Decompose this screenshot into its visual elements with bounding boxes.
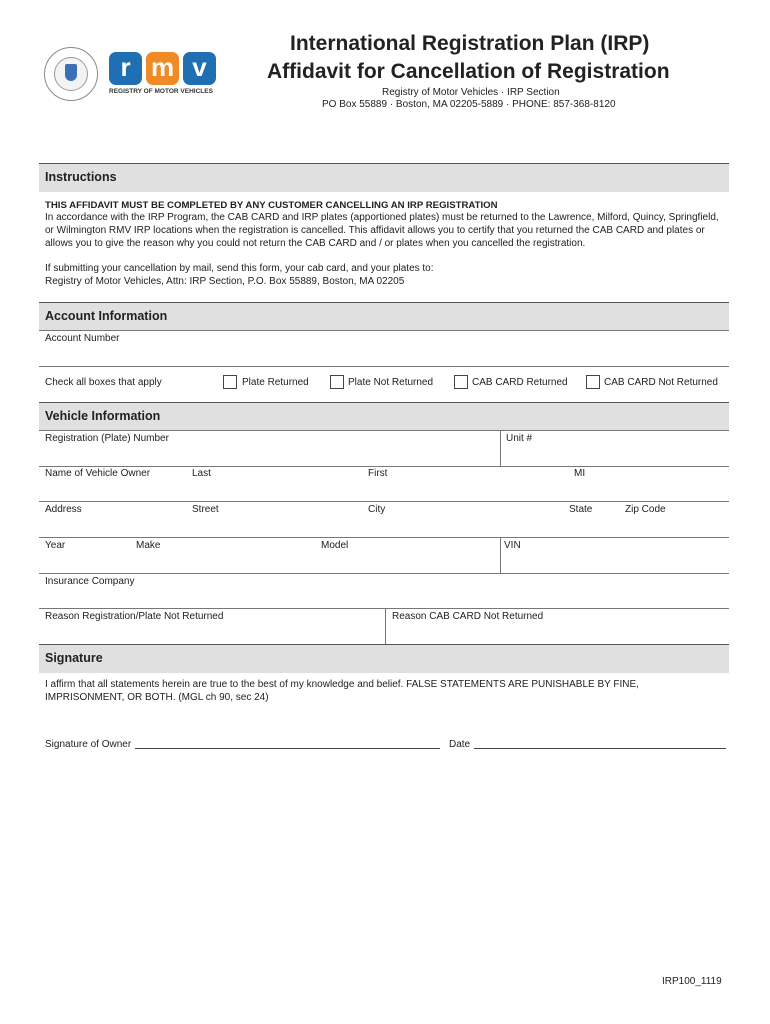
account-divider-top xyxy=(39,330,729,331)
account-divider-mid xyxy=(39,366,729,367)
cab-card-returned-label: CAB CARD Returned xyxy=(472,377,568,388)
vin-divider xyxy=(500,537,501,573)
date-label: Date xyxy=(449,739,471,750)
title-line-1: International Registration Plan (IRP) xyxy=(290,32,650,55)
title-line-2: Affidavit for Cancellation of Registration xyxy=(267,60,670,83)
form-id: IRP100_1119 xyxy=(662,976,722,987)
street-field[interactable]: Street xyxy=(192,504,219,515)
vehicle-divider-6 xyxy=(39,608,729,609)
owner-mi-field[interactable]: MI xyxy=(574,468,586,479)
rmv-logo-v: v xyxy=(183,52,216,85)
model-field[interactable]: Model xyxy=(321,540,349,551)
seal-shield-icon xyxy=(65,64,77,81)
instructions-bold-line: THIS AFFIDAVIT MUST BE COMPLETED BY ANY CUSTOMER CANCELLING AN IRP REGISTRATION xyxy=(45,200,498,211)
vehicle-section-header xyxy=(39,402,729,431)
cab-card-not-returned-label: CAB CARD Not Returned xyxy=(604,377,718,388)
instructions-line-3: allows you to give the reason why you could not return the CAB CARD and / or plates when you cancelled the registration. xyxy=(45,238,586,249)
plate-returned-checkbox[interactable] xyxy=(223,375,237,389)
plate-not-returned-checkbox[interactable] xyxy=(330,375,344,389)
unit-number-field[interactable]: Unit # xyxy=(506,433,533,444)
reason-plate-not-returned-field[interactable]: Reason Registration/Plate Not Returned xyxy=(45,611,224,622)
account-section-header xyxy=(39,302,729,331)
state-field[interactable]: State xyxy=(569,504,593,515)
header-sub-line-2: PO Box 55889 · Boston, MA 02205-5889 · PHONE: 857-368-8120 xyxy=(322,99,616,110)
year-field[interactable]: Year xyxy=(45,540,66,551)
vehicle-divider-4 xyxy=(39,537,729,538)
check-all-label: Check all boxes that apply xyxy=(45,377,162,388)
make-field[interactable]: Make xyxy=(136,540,161,551)
instructions-line-1: In accordance with the IRP Program, the CAB CARD and IRP plates (apportioned plates) must be returned to the Lawrence, Milford, Quincy, Springfield, xyxy=(45,212,719,223)
unit-divider xyxy=(500,430,501,466)
rmv-logo-r: r xyxy=(109,52,142,85)
affirm-line-2: IMPRISONMENT, OR BOTH. (MGL ch 90, sec 24) xyxy=(45,692,269,703)
vin-field[interactable]: VIN xyxy=(504,540,521,551)
state-seal-logo xyxy=(44,47,98,101)
cab-card-not-returned-checkbox[interactable] xyxy=(586,375,600,389)
plate-returned-label: Plate Returned xyxy=(242,377,309,388)
owner-first-field[interactable]: First xyxy=(368,468,388,479)
signature-heading: Signature xyxy=(45,651,103,665)
instructions-mail-line-2: Registry of Motor Vehicles, Attn: IRP Section, P.O. Box 55889, Boston, MA 02205 xyxy=(45,276,405,287)
signature-of-owner-label: Signature of Owner xyxy=(45,739,132,750)
plate-not-returned-label: Plate Not Returned xyxy=(348,377,434,388)
signature-of-owner-line[interactable] xyxy=(135,748,440,749)
affirm-line-1: I affirm that all statements herein are true to the best of my knowledge and belief. FALSE STATEMENTS ARE PUNISHABLE BY FINE, xyxy=(45,679,639,690)
rmv-logo-subtitle: REGISTRY OF MOTOR VEHICLES xyxy=(109,88,213,95)
registration-number-field[interactable]: Registration (Plate) Number xyxy=(45,433,169,444)
vehicle-divider-3 xyxy=(39,501,729,502)
signature-section-header xyxy=(39,644,729,673)
vehicle-heading: Vehicle Information xyxy=(45,409,161,423)
address-label: Address xyxy=(45,504,82,515)
vehicle-owner-label: Name of Vehicle Owner xyxy=(45,468,151,479)
date-line[interactable] xyxy=(474,748,726,749)
instructions-line-2: or Wilmington RMV IRP locations when the registration is cancelled. This affidavit allows you to certify that you returned the CAB CARD and plates or xyxy=(45,225,705,236)
account-number-label: Account Number xyxy=(45,333,120,344)
insurance-company-field[interactable]: Insurance Company xyxy=(45,576,135,587)
vehicle-divider-2 xyxy=(39,466,729,467)
owner-last-field[interactable]: Last xyxy=(192,468,211,479)
cab-card-returned-checkbox[interactable] xyxy=(454,375,468,389)
instructions-mail-line-1: If submitting your cancellation by mail, send this form, your cab card, and your plates to: xyxy=(45,263,434,274)
reason-divider xyxy=(385,608,386,644)
vehicle-divider-1 xyxy=(39,430,729,431)
header-sub-line-1: Registry of Motor Vehicles · IRP Section xyxy=(382,87,560,98)
instructions-section-header xyxy=(39,163,729,192)
city-field[interactable]: City xyxy=(368,504,386,515)
reason-cab-card-not-returned-field[interactable]: Reason CAB CARD Not Returned xyxy=(392,611,544,622)
instructions-heading: Instructions xyxy=(45,170,117,184)
vehicle-divider-5 xyxy=(39,573,729,574)
account-heading: Account Information xyxy=(45,309,168,323)
rmv-logo-m: m xyxy=(146,52,179,85)
zip-code-field[interactable]: Zip Code xyxy=(625,504,666,515)
